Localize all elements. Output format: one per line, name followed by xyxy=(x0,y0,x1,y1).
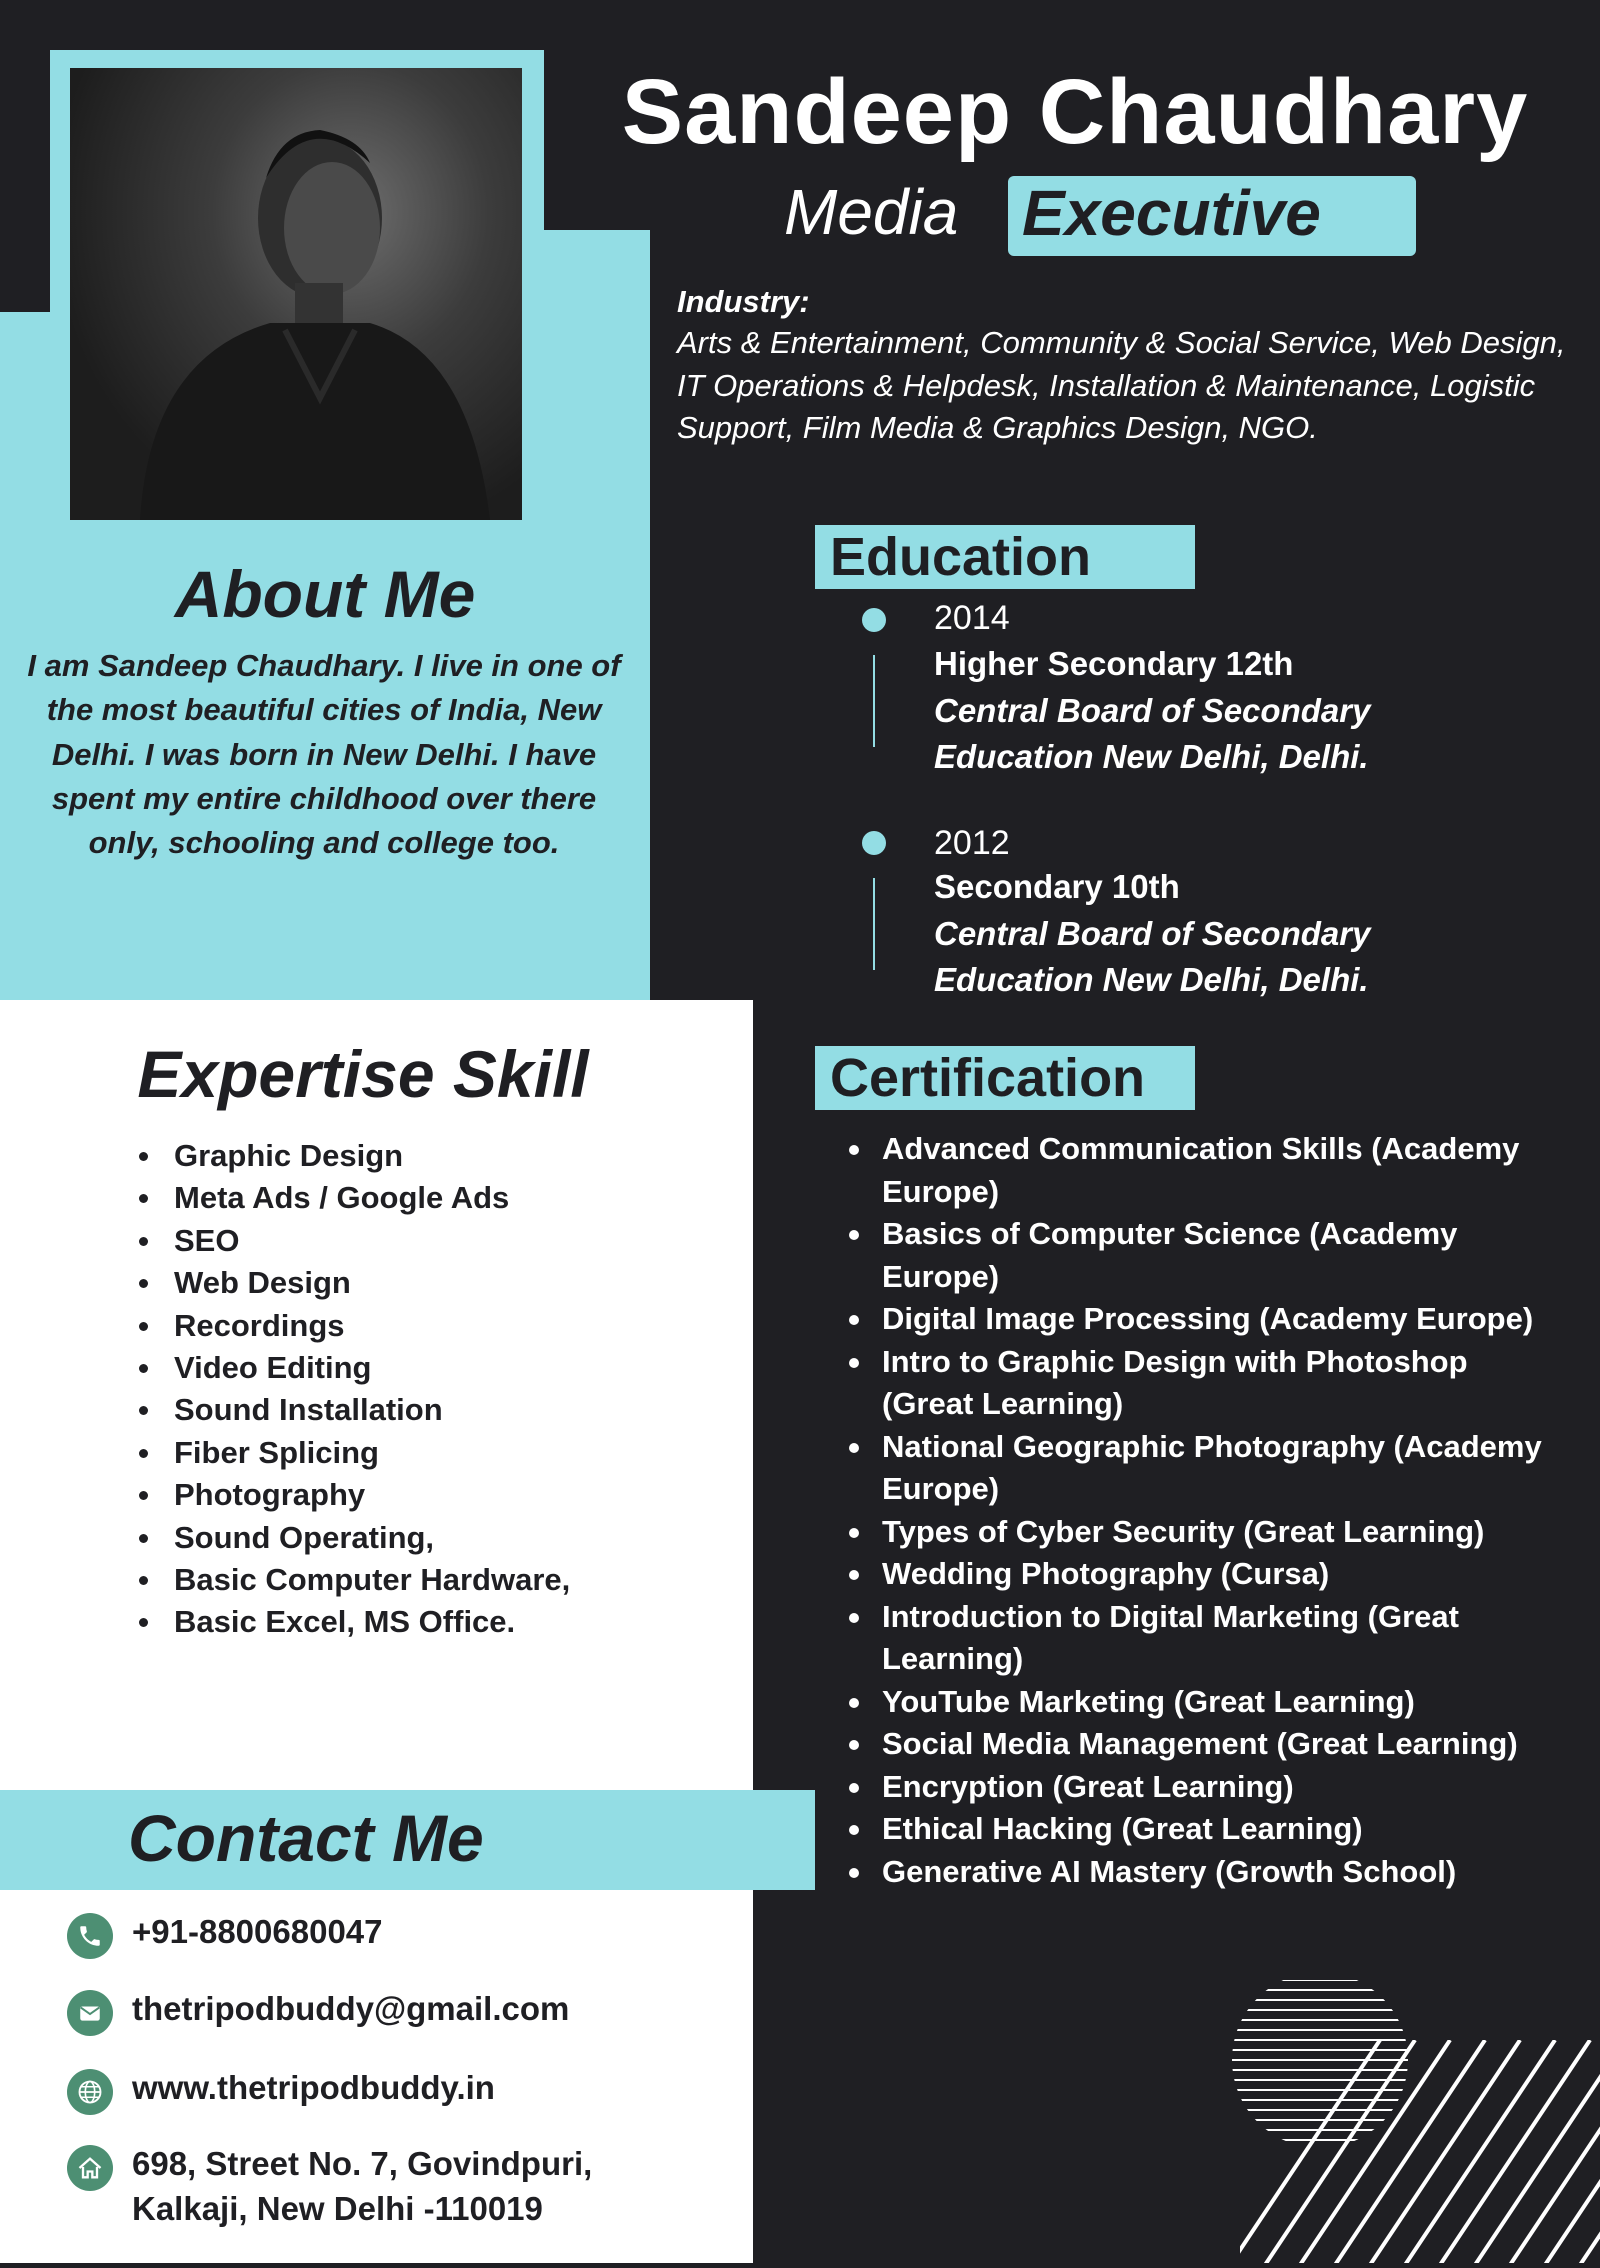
list-item: Generative AI Mastery (Growth School) xyxy=(842,1851,1562,1894)
mail-icon xyxy=(67,1990,113,2036)
timeline-line xyxy=(873,655,875,747)
education-level: Secondary 10th xyxy=(934,868,1180,905)
about-title: About Me xyxy=(174,557,476,631)
phone-icon xyxy=(67,1913,113,1959)
list-item: Web Design xyxy=(134,1262,694,1304)
industry-text: Arts & Entertainment, Community & Social Service, Web Design, IT Operations & Helpdesk, Installation & Maintenance, Logistic Support, Film Media & Graphics Design, NGO. xyxy=(677,325,1566,445)
home-icon xyxy=(67,2145,113,2191)
list-item: Introduction to Digital Marketing (Great Learning) xyxy=(842,1596,1562,1681)
role-prefix: Media xyxy=(784,176,959,248)
education-level: Higher Secondary 12th xyxy=(934,645,1294,682)
contact-address-line1: 698, Street No. 7, Govindpuri, xyxy=(132,2145,593,2182)
contact-website[interactable]: www.thetripodbuddy.in xyxy=(132,2069,495,2106)
list-item: SEO xyxy=(134,1220,694,1262)
industry-label: Industry: xyxy=(677,284,810,319)
education-school: Central Board of Secondary Education New Delhi, Delhi. xyxy=(934,915,1371,998)
skills-title: Expertise Skill xyxy=(137,1037,589,1111)
list-item: Sound Operating, xyxy=(134,1517,694,1559)
skills-list xyxy=(134,1135,694,1644)
contact-address-line2: Kalkaji, New Delhi -110019 xyxy=(132,2190,543,2227)
certification-title: Certification xyxy=(830,1048,1146,1108)
list-item: Intro to Graphic Design with Photoshop (Great Learning) xyxy=(842,1341,1562,1426)
profile-photo xyxy=(70,68,522,520)
list-item: Social Media Management (Great Learning) xyxy=(842,1723,1562,1766)
list-item: Recordings xyxy=(134,1305,694,1347)
list-item: Photography xyxy=(134,1474,694,1516)
list-item: Advanced Communication Skills (Academy Europe) xyxy=(842,1128,1562,1213)
list-item: Basic Excel, MS Office. xyxy=(134,1601,694,1643)
list-item: National Geographic Photography (Academy Europe) xyxy=(842,1426,1562,1511)
education-year: 2014 xyxy=(934,599,1010,637)
role-highlight: Executive xyxy=(1022,177,1321,249)
education-title: Education xyxy=(830,527,1092,587)
list-item: Types of Cyber Security (Great Learning) xyxy=(842,1511,1562,1554)
timeline-dot xyxy=(862,608,886,632)
education-year: 2012 xyxy=(934,824,1010,862)
list-item: Graphic Design xyxy=(134,1135,694,1177)
list-item: Digital Image Processing (Academy Europe) xyxy=(842,1298,1562,1341)
list-item: Basic Computer Hardware, xyxy=(134,1559,694,1601)
list-item: Ethical Hacking (Great Learning) xyxy=(842,1808,1562,1851)
decorative-stripes xyxy=(1180,1980,1600,2268)
about-text: I am Sandeep Chaudhary. I live in one of the most beautiful cities of India, New Delhi. I was born in New Delhi. I have spent my entire childhood over there only, schooling and college too. xyxy=(27,648,621,861)
list-item: Meta Ads / Google Ads xyxy=(134,1177,694,1219)
list-item: Fiber Splicing xyxy=(134,1432,694,1474)
list-item: Wedding Photography (Cursa) xyxy=(842,1553,1562,1596)
timeline-line xyxy=(873,878,875,970)
contact-phone[interactable]: +91-8800680047 xyxy=(132,1913,383,1950)
list-item: Encryption (Great Learning) xyxy=(842,1766,1562,1809)
certification-list xyxy=(842,1128,1562,1893)
list-item: Sound Installation xyxy=(134,1389,694,1431)
education-school: Central Board of Secondary Education New Delhi, Delhi. xyxy=(934,692,1371,775)
list-item: Video Editing xyxy=(134,1347,694,1389)
contact-title: Contact Me xyxy=(128,1801,484,1875)
contact-email[interactable]: thetripodbuddy@gmail.com xyxy=(132,1990,570,2027)
timeline-dot xyxy=(862,831,886,855)
candidate-name: Sandeep Chaudhary xyxy=(621,61,1529,163)
globe-icon xyxy=(67,2069,113,2115)
list-item: Basics of Computer Science (Academy Europe) xyxy=(842,1213,1562,1298)
list-item: YouTube Marketing (Great Learning) xyxy=(842,1681,1562,1724)
